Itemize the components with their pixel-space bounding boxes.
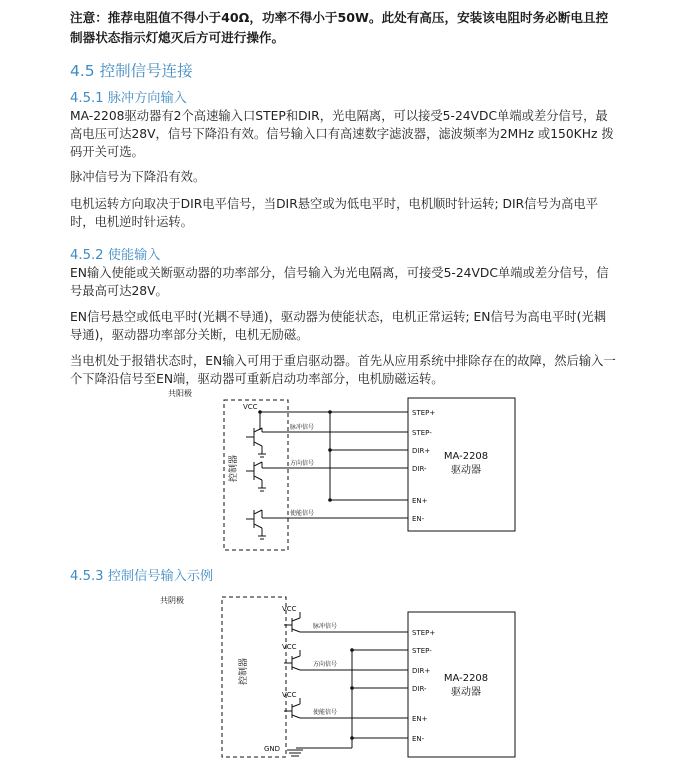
subheading-enable: 4.5.2 使能输入	[70, 248, 161, 263]
diagram2-pin: DIR-	[412, 685, 427, 693]
paragraph-pulse-inputs: MA-2208驱动器有2个高速输入口STEP和DIR，光电隔离，可以接受5-24VDC单端或差分信号，最高电压可达28V，信号下降沿有效。信号输入口有高速数字滤波器，滤波频率为2MHz 或150KHz 拨码开关可选。	[70, 109, 614, 159]
diagram1-vcc: VCC	[243, 403, 258, 411]
subheading-input-example: 4.5.3 控制信号输入示例	[70, 569, 214, 584]
diagram2-vcc: VCC	[282, 691, 297, 699]
diagram1-label: 共阳极	[168, 389, 192, 398]
diagram2-vcc: VCC	[282, 643, 297, 651]
diagram1-pin: DIR+	[412, 447, 431, 455]
paragraph-enable-reset: 当电机处于报错状态时，EN输入可用于重启驱动器。首先从应用系统中排除存在的故障，然后输入一个下降沿信号至EN端，驱动器可重新启动功率部分，电机励磁运转。	[70, 354, 616, 386]
diagram2-pin: STEP-	[412, 647, 432, 655]
paragraph-enable-input: EN输入使能或关断驱动器的功率部分，信号输入为光电隔离，可接受5-24VDC单端或差分信号，信号最高可达28V。	[70, 266, 609, 298]
subheading-pulse-direction: 4.5.1 脉冲方向输入	[70, 91, 187, 106]
diagram1-sig-pulse: 脉冲信号	[290, 424, 315, 431]
section-heading-signal-connection: 4.5 控制信号连接	[70, 62, 193, 80]
diagram1-pin: DIR-	[412, 465, 427, 473]
paragraph-direction: 电机运转方向取决于DIR电平信号，当DIR悬空或为低电平时，电机顺时针运转; DIR信号为高电平时，电机逆时针运转。	[70, 197, 598, 229]
diagram2-label: 共阴极	[160, 596, 184, 605]
diagram1-pin: EN+	[412, 497, 428, 505]
diagram2-sig-dir: 方向信号	[313, 661, 338, 668]
paragraph-enable-levels: EN信号悬空或低电平时(光耦不导通)，驱动器为使能状态，电机正常运转; EN信号为高电平时(光耦导通)，驱动器功率部分关断，电机无励磁。	[70, 310, 606, 342]
diagram1-controller: 控制器	[229, 454, 239, 482]
paragraph-pulse-edge: 脉冲信号为下降沿有效。	[70, 170, 206, 184]
diagram2-vcc: VCC	[282, 605, 297, 613]
diagram1-pin: EN-	[412, 515, 425, 523]
diagram2-pin: EN+	[412, 715, 428, 723]
diagram2-controller: 控制器	[239, 657, 249, 685]
diagram1-driver-model: MA-2208	[443, 451, 489, 462]
diagram2-driver-name: 驱动器	[451, 687, 481, 698]
high-voltage-warning: 注意：推荐电阻值不得小于40Ω，功率不得小于50W。此处有高压，安装该电阻时务必断电且控制器状态指示灯熄灭后方可进行操作。	[70, 10, 609, 45]
diagram1-sig-en: 使能信号	[290, 510, 315, 517]
diagram2-driver-model: MA-2208	[443, 673, 489, 684]
diagram1-pin: STEP-	[412, 429, 432, 437]
controller-box	[222, 597, 286, 757]
diagram1-pin: STEP+	[412, 409, 436, 417]
diagram1-driver-name: 驱动器	[451, 465, 481, 476]
diagram2-sig-en: 使能信号	[313, 709, 338, 716]
diagram1-sig-dir: 方向信号	[290, 460, 315, 467]
diagram2-gnd: GND	[264, 745, 281, 753]
diagram2-pin: DIR+	[412, 667, 431, 675]
diagram2-pin: STEP+	[412, 629, 436, 637]
diagram2-pin: EN-	[412, 735, 425, 743]
diagram2-sig-pulse: 脉冲信号	[313, 623, 338, 630]
